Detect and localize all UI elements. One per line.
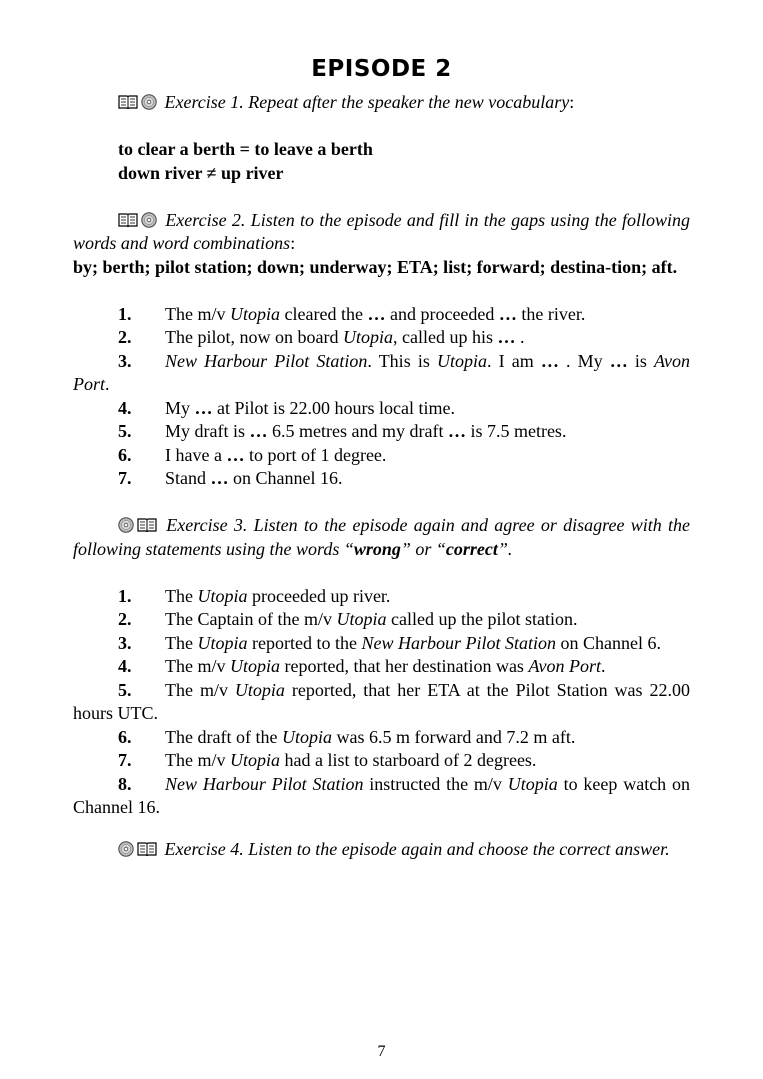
exercise-4-title: Exercise 4. Listen to the episode again and choose the correct answer. [164, 838, 670, 859]
book-icon [118, 94, 138, 110]
vocab-line-2: down river ≠ up river [118, 162, 284, 183]
document-page [73, 55, 690, 861]
list-item: 4. The m/v Utopia reported, that her destination was Avon Port. [118, 656, 606, 676]
book-icon [137, 517, 157, 533]
list-item: 7. Stand … on Channel 16. [118, 468, 343, 488]
list-item: 2. The pilot, now on board Utopia, called up his … . [118, 327, 525, 347]
exercise-2-title: Exercise 2. Listen to the episode and fill in the gaps using the following words and word combinations [73, 209, 690, 253]
book-icon [118, 212, 138, 228]
list-item: 1. The m/v Utopia cleared the … and proceeded … the river. [118, 303, 586, 324]
list-item: 8. New Harbour Pilot Station instructed the m/v Utopia to keep watch on Channel 16. [73, 773, 691, 817]
list-item: 7. The m/v Utopia had a list to starboard of 2 degrees. [118, 750, 537, 770]
list-item: 5. My draft is … 6.5 metres and my draft … is 7.5 metres. [118, 421, 567, 441]
exercise-2-list [73, 303, 690, 491]
book-icon [137, 841, 157, 857]
exercise-2-heading: Exercise 2. Listen to the episode and fill in the gaps using the following words and word combinations: [73, 209, 690, 253]
audio-disc-icon [141, 212, 157, 228]
list-item: 4. My … at Pilot is 22.00 hours local time. [118, 397, 455, 418]
audio-disc-icon [118, 517, 134, 533]
exercise-3-heading [73, 514, 690, 561]
list-item: 5. The m/v Utopia reported, that her ETA at the Pilot Station was 22.00 hours UTC. [73, 679, 690, 723]
word-list: by; berth; pilot station; down; underway; ETA; list; forward; destina-tion; aft. [73, 256, 678, 277]
exercise-1-title: Exercise 1. Repeat after the speaker the new vocabulary [164, 92, 570, 112]
list-item: 3. New Harbour Pilot Station. This is Utopia. I am … . My … is Avon Port. [73, 350, 690, 394]
list-item: 2. The Captain of the m/v Utopia called up the pilot station. [118, 609, 578, 629]
exercise-1-heading: Exercise 1. Repeat after the speaker the new vocabulary: [73, 91, 690, 115]
list-item: 3. The Utopia reported to the New Harbour Pilot Station on Channel 6. [118, 632, 661, 653]
vocab-line-1: to clear a berth = to leave a berth [118, 139, 373, 159]
page-number: 7 [377, 1043, 386, 1060]
list-item: 6. I have a … to port of 1 degree. [118, 444, 387, 465]
audio-disc-icon [118, 841, 134, 857]
exercise-4-heading [73, 838, 690, 862]
exercise-3-title: Exercise 3. Listen to the episode again and agree or disagree with the following statements using the words “wrong” or “correct”. [73, 515, 691, 559]
audio-disc-icon [141, 94, 157, 110]
page-title: EPISODE 2 [311, 56, 452, 82]
exercise-3-list [73, 585, 690, 820]
list-item: 6. The draft of the Utopia was 6.5 m forward and 7.2 m aft. [118, 726, 576, 747]
list-item: 1. The Utopia proceeded up river. [118, 585, 391, 606]
